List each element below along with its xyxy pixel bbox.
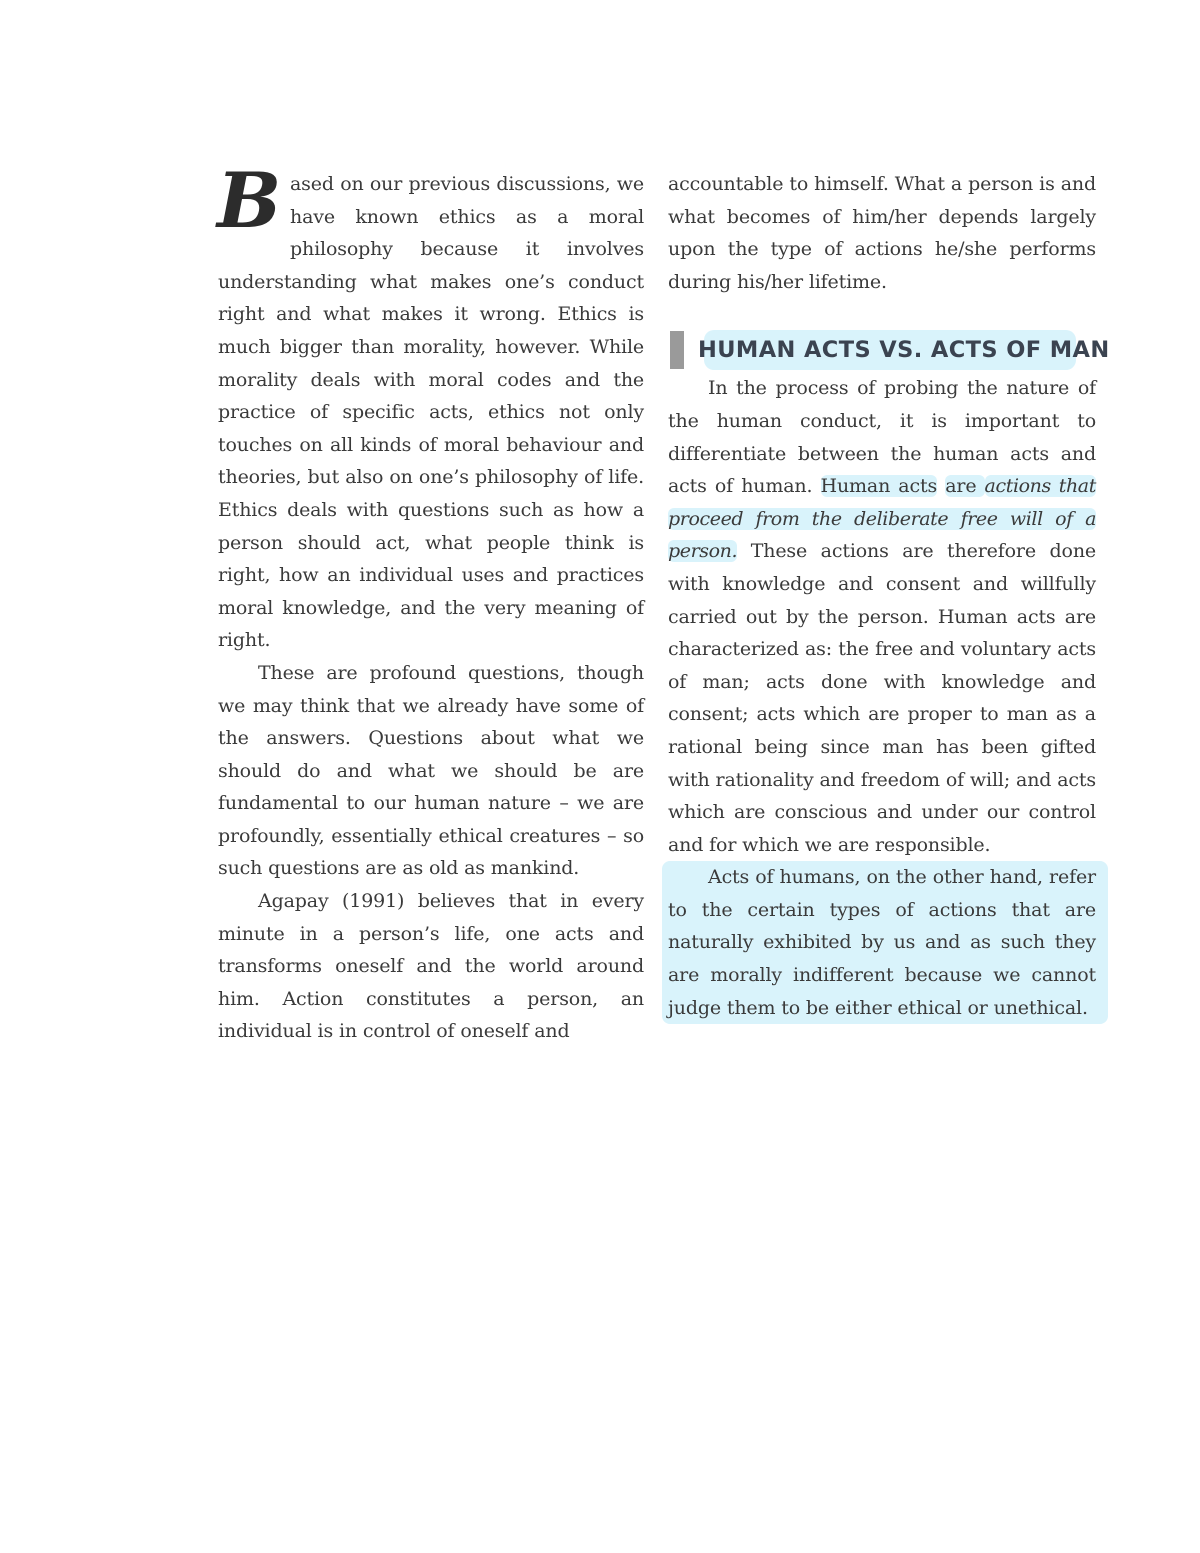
heading-accent-bar xyxy=(670,331,684,369)
human-acts-rest: These actions are therefore done with knowledge and consent and willfully carried out by the person. Human acts are characterized as: the free and voluntary acts of man; acts done with knowledge and consent; acts which are proper to man as a rational being since man has been gifted with rationality and freedom of will; and acts which are conscious and under our control and for which we are responsible. xyxy=(668,540,1096,856)
intro-paragraph xyxy=(216,156,644,657)
are-highlight: are xyxy=(945,475,985,498)
human-acts-intro: In the process of probing the nature of the human conduct, it is important to differentiate between the human acts and acts of human. xyxy=(668,377,1096,498)
section-heading xyxy=(668,328,1110,370)
human-acts-term-highlight: Human acts xyxy=(820,475,938,498)
continued-paragraph: accountable to himself. What a person is and what becomes of him/her depends largely upon the type of actions he/she performs during his/her lifetime. xyxy=(668,173,1096,293)
human-acts-definition: actions that proceed from the deliberate free will of a person. xyxy=(668,475,1096,563)
intro-paragraph-text: ased on our previous discussions, we have known ethics as a moral philosophy because it involves understanding what makes one’s conduct right and what makes it wrong. Ethics is much bigger than morality, however. While morality deals with moral codes and the practice of specific acts, ethics not only touches on all kinds of moral behaviour and theories, but also on one’s philosophy of life. Ethics deals with questions such as how a person should act, what people think is right, how an individual uses and practices moral knowledge, and the very meaning of right. xyxy=(218,173,644,652)
left-column xyxy=(216,156,644,1048)
acts-of-humans-paragraph: Acts of humans, on the other hand, refer to the certain types of actions that are naturally exhibited by us and as such they are morally indifferent because we cannot judge them to be either ethical or unethical. xyxy=(662,861,1108,1024)
profound-questions-paragraph: These are profound questions, though we may think that we already have some of the answers. Questions about what we should do and what we should be are fundamental to our human nature – we are profoundly, essentially ethical creatures – so such questions are as old as mankind. xyxy=(218,661,644,880)
drop-cap: B xyxy=(216,156,282,245)
agapay-paragraph: Agapay (1991) believes that in every minute in a person’s life, one acts and transforms oneself and the world around him. Action constitutes a person, an individual is in control of oneself and xyxy=(218,890,644,1043)
human-acts-paragraph xyxy=(668,372,1096,861)
section-title: HUMAN ACTS VS. ACTS OF MAN xyxy=(698,337,1110,364)
right-column xyxy=(668,168,1110,1024)
